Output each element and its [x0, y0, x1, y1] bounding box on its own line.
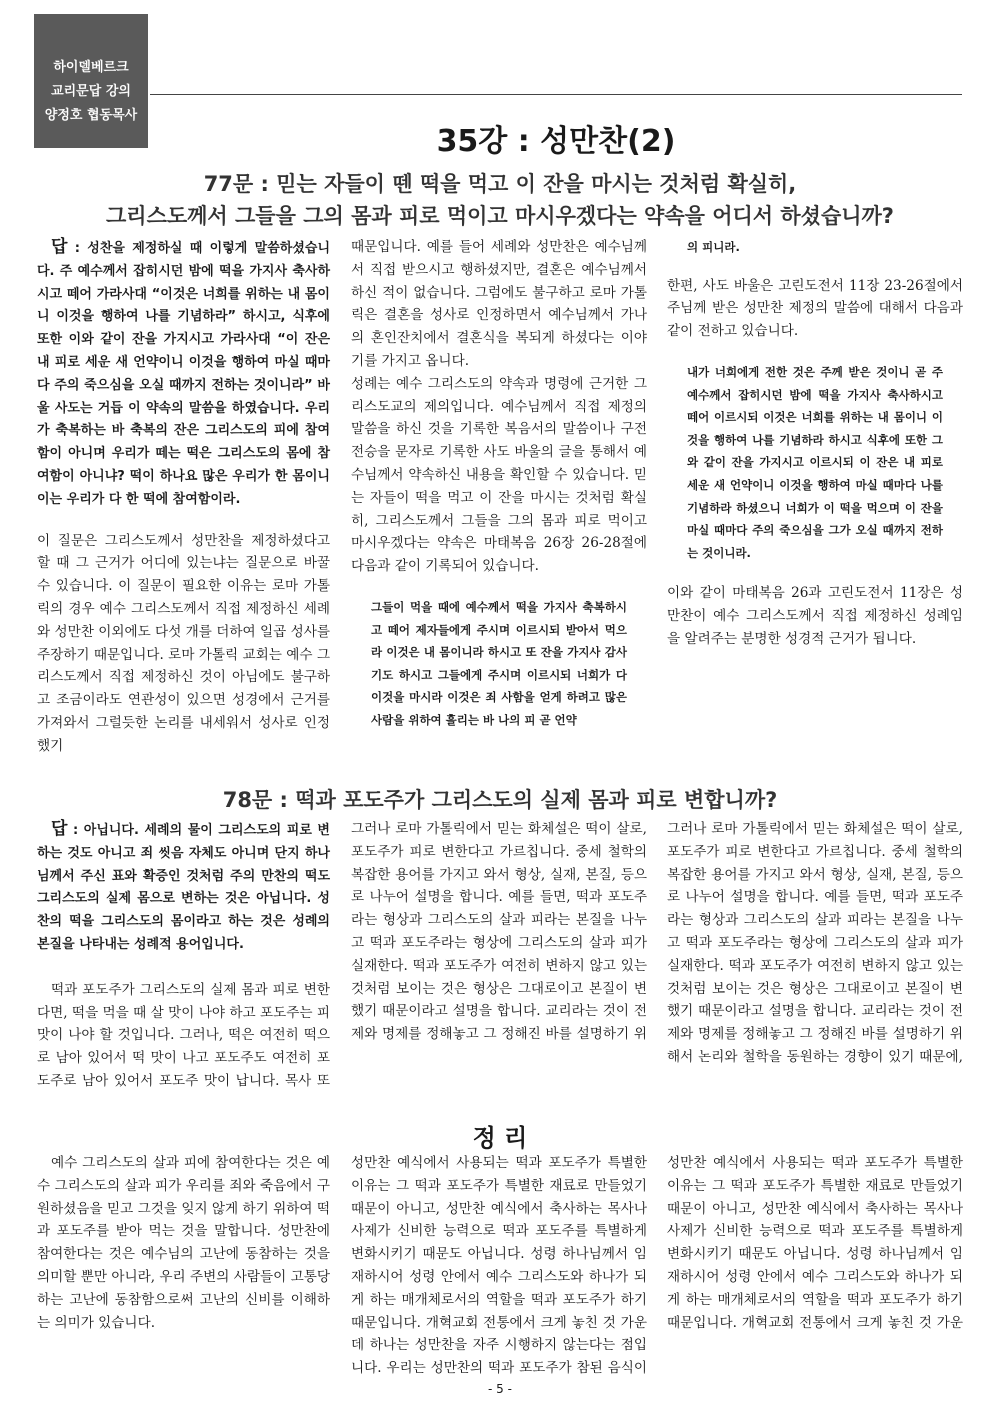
tag-line: 하이델베르크 [53, 60, 129, 75]
question-77-heading [30, 168, 970, 232]
q78-paragraph-2: 그러나 로마 가톨릭에서 믿는 화체설은 떡이 살로, 포도주가 피로 변한다고 가르칩니다. 중세 철학의 복잡한 용어를 가지고 와서 형상, 실재, 본질, 등으로 나누어 설명을 합니다. 예를 들면, 떡과 포도주라는 형상과 그리스도의 살과 피라는 본질을 나누고 떡과 포도주라는 형상에 그리스도의 살과 피가 실재한다. 떡과 포도주가 여전히 변하지 않고 있는 것처럼 보이는 것은 형상은 그대로이고 본질이 변했기 때문이라고 설명을 합니다. 교리라는 것이 전제와 명제를 정해놓고 그 정해진 바를 설명하기 위 [351, 821, 647, 1043]
question-77-line-2: 그리스도께서 그들을 그의 몸과 피로 먹이고 마시우겠다는 약속을 어디서 하셨습니까? [106, 204, 894, 228]
q78-paragraph-3: 그러나 로마 가톨릭에서 믿는 화체설은 떡이 살로, 포도주가 피로 변한다고 가르칩니다. 중세 철학의 복잡한 용어를 가지고 와서 형상, 실재, 본질, 등으로 나누어 설명을 합니다. 예를 들면, 떡과 포도주라는 형상과 그리스도의 살과 피라는 본질을 나누고 떡과 포도주라는 형상에 그리스도의 살과 피가 실재한다. 떡과 포도주가 여전히 변하지 않고 있는 것처럼 보이는 것은 형상은 그대로이고 본질이 변했기 때문이라고 설명을 합니다. 교리라는 것이 전제와 명제를 정해놓고 그 정해진 바를 설명하기 위해서 논리와 철학을 동원하는 경향이 있기 때문에, [667, 821, 963, 1065]
tag-line: 양정호 협동목사 [44, 108, 138, 123]
header-rule [150, 94, 962, 95]
q77-column-1 [37, 236, 330, 758]
answer-label: 답 [51, 237, 68, 257]
q78-column-2 [351, 818, 647, 1046]
q77-quote-matthew-end: 의 피니라. [687, 240, 740, 254]
page-title: 35강 : 성만찬(2) [436, 124, 676, 159]
q77-paragraph-4: 한편, 사도 바울은 고린도전서 11장 23-26절에서 주님께 받은 성만찬 제정의 말씀에 대해서 다음과 같이 전하고 있습니다. [667, 277, 963, 340]
question-78-heading: 78문 : 떡과 포도주가 그리스도의 실제 몸과 피로 변합니까? [222, 788, 778, 812]
question-77-line-1: 77문 : 믿는 자들이 뗀 떡을 먹고 이 잔을 마시는 것처럼 확실히, [203, 172, 797, 196]
q77-paragraph-3: 성례는 예수 그리스도의 약속과 명령에 근거한 그리스도교의 제의입니다. 예수님께서 직접 제정의 말씀을 하신 것을 기록한 복음서의 말씀이나 구전전승을 문자로 기록한 사도 바울의 글을 통해서 예수님께서 약속하신 내용을 확인할 수 있습니다. 믿는 자들이 떡을 먹고 이 잔을 마시는 것처럼 확실히, 그리스도께서 그들을 그의 몸과 피로 먹이고 마시우겠다는 약속은 마태복음 26장 26-28절에 다음과 같이 기록되어 있습니다. [351, 375, 647, 575]
q78-column-1 [37, 818, 330, 1093]
q77-paragraph-5: 이와 같이 마태복음 26과 고린도전서 11장은 성만찬이 예수 그리스도께서 직접 제정하신 성례임을 알려주는 분명한 성경적 근거가 됩니다. [667, 585, 963, 647]
summary-paragraph-1: 예수 그리스도의 살과 피에 참여한다는 것은 예수 그리스도의 살과 피가 우리를 죄와 죽음에서 구원하셨음을 믿고 그것을 잊지 않게 하기 위하여 떡과 포도주를 받아 먹는 것을 말합니다. 성만찬에 참여한다는 것은 예수님의 고난에 동참하는 것을 의미할 뿐만 아니라, 우리 주변의 사람들이 고통당하는 고난에 동참함으로써 고난의 신비를 이해하는 의미가 있습니다. [37, 1155, 330, 1331]
q78-paragraph-1: 떡과 포도주가 그리스도의 실제 몸과 피로 변한다면, 떡을 먹을 때 살 맛이 나야 하고 포도주는 피 맛이 나야 할 것입니다. 그러나, 떡은 여전히 떡으로 남아 있어서 떡 맛이 나고 포도주도 여전히 포도주로 남아 있어서 포도주 맛이 납니다. 목사 또 [37, 981, 330, 1089]
tag-line: 교리문답 강의 [51, 84, 131, 99]
q78-column-3 [667, 818, 963, 1070]
summary-column-2 [351, 1152, 647, 1380]
q77-quote-corinthians: 내가 너희에게 전한 것은 주께 받은 것이니 곧 주 예수께서 잡히시던 밤에 떡을 가지사 축사하시고 떼어 이르시되 이것은 너희를 위하는 내 몸이니 이것을 행하여 나를 기념하라 하시고 식후에 또한 그와 같이 잔을 가지시고 이르시되 이 잔은 내 피로 세운 새 언약이니 이것을 행하여 마실 때마다 나를 기념하라 하셨으니 너희가 이 떡을 먹으며 이 잔을 마실 때마다 주의 죽으심을 그가 오실 때까지 전하는 것이니라. [687, 364, 943, 560]
q77-column-2 [351, 236, 647, 732]
q77-column-3 [667, 236, 963, 651]
q78-answer [37, 818, 330, 957]
answer-label: 답 [51, 819, 68, 839]
author-tag [34, 14, 148, 148]
q77-quote-matthew: 그들이 먹을 때에 예수께서 떡을 가지사 축복하시고 떼어 제자들에게 주시며 이르시되 받아서 먹으라 이것은 내 몸이니라 하시고 또 잔을 가지사 감사 기도 하시고 그들에게 주시며 이르시되 너희가 다 이것을 마시라 이것은 죄 사함을 얻게 하려고 많은 사람을 위하여 흘리는 바 나의 피 곧 언약 [371, 599, 627, 727]
summary-paragraph-3: 성만찬 예식에서 사용되는 떡과 포도주가 특별한 이유는 그 떡과 포도주가 특별한 재료로 만들었기 때문이 아니고, 성만찬 예식에서 축사하는 목사나 사제가 신비한 능력으로 떡과 포도주를 특별하게 변화시키기 때문도 아닙니다. 성령 하나님께서 임재하시어 성령 안에서 예수 그리스도와 하나가 되게 하는 매개체로서의 역할을 떡과 포도주가 하기 때문입니다. 개혁교회 전통에서 크게 놓친 것 가운 [667, 1155, 963, 1331]
q77-paragraph-1: 이 질문은 그리스도께서 성만찬을 제정하셨다고 할 때 그 근거가 어디에 있는냐는 질문으로 바꿀 수 있습니다. 이 질문이 필요한 이유는 로마 가톨릭의 경우 예수 그리스도께서 직접 제정하신 세례와 성만찬 이외에도 다섯 개를 더하여 일곱 성사를 주장하기 때문입니다. 로마 가톨릭 교회는 예수 그리스도께서 직접 제정하신 것이 아님에도 불구하고 조금이라도 연관성이 있으면 성경에서 근거를 가져와서 그럴듯한 논리를 내세워서 성사로 인정했기 [37, 532, 330, 754]
summary-column-3 [667, 1152, 963, 1334]
q77-paragraph-2: 때문입니다. 예를 들어 세례와 성만찬은 예수님께서 직접 받으시고 행하셨지만, 결혼은 예수님께서 하신 적이 없습니다. 그럼에도 불구하고 로마 가톨릭은 결혼을 성사로 인정하면서 예수님께서 가나의 혼인잔치에서 결혼식을 복되게 하셨다는 이야기를 가지고 옵니다. [351, 239, 647, 369]
q77-answer [37, 236, 330, 512]
answer-text: : 성찬을 제정하실 때 이렇게 말씀하셨습니다. 주 예수께서 잡히시던 밤에 떡을 가지사 축사하시고 떼어 가라사대 “이것은 너희를 위하는 내 몸이니 이것을 행하여 나를 기념하라” 하시고, 식후에 또한 이와 같이 잔을 가지시고 가라사대 “이 잔은 내 피로 세운 새 언약이니 이것을 행하여 마실 때마다 주의 죽으심을 오실 때까지 전하는 것이니라” 바울 사도는 거듭 이 약속의 말씀을 하였습니다. 우리가 축복하는 바 축복의 잔은 그리스도의 피에 참여함이 아니며 우리가 떼는 떡은 그리스도의 몸에 참여함이 아니냐? 떡이 하나요 많은 우리가 한 몸이니 이는 우리가 다 한 떡에 참여함이라. [37, 241, 330, 507]
page-number: - 5 - [488, 1382, 512, 1396]
summary-column-1 [37, 1152, 330, 1334]
answer-text: : 아닙니다. 세례의 물이 그리스도의 피로 변하는 것도 아니고 죄 씻음 자체도 아니며 단지 하나님께서 주신 표와 확증인 것처럼 주의 만찬의 떡도 그리스도의 실제 몸으로 변하는 것은 아닙니다. 성찬의 떡을 그리스도의 몸이라고 하는 것은 성례의 본질을 나타내는 성례적 용어입니다. [37, 823, 330, 952]
summary-heading: 정 리 [472, 1124, 528, 1152]
summary-paragraph-2: 성만찬 예식에서 사용되는 떡과 포도주가 특별한 이유는 그 떡과 포도주가 특별한 재료로 만들었기 때문이 아니고, 성만찬 예식에서 축사하는 목사나 사제가 신비한 능력으로 떡과 포도주를 특별하게 변화시키기 때문도 아닙니다. 성령 하나님께서 임재하시어 성령 안에서 예수 그리스도와 하나가 되게 하는 매개체로서의 역할을 떡과 포도주가 하기 때문입니다. 개혁교회 전통에서 크게 놓친 것 가운데 하나는 성만찬을 자주 시행하지 않는다는 점입니다. 우리는 성만찬의 떡과 포도주가 참된 음식이 [351, 1155, 647, 1377]
